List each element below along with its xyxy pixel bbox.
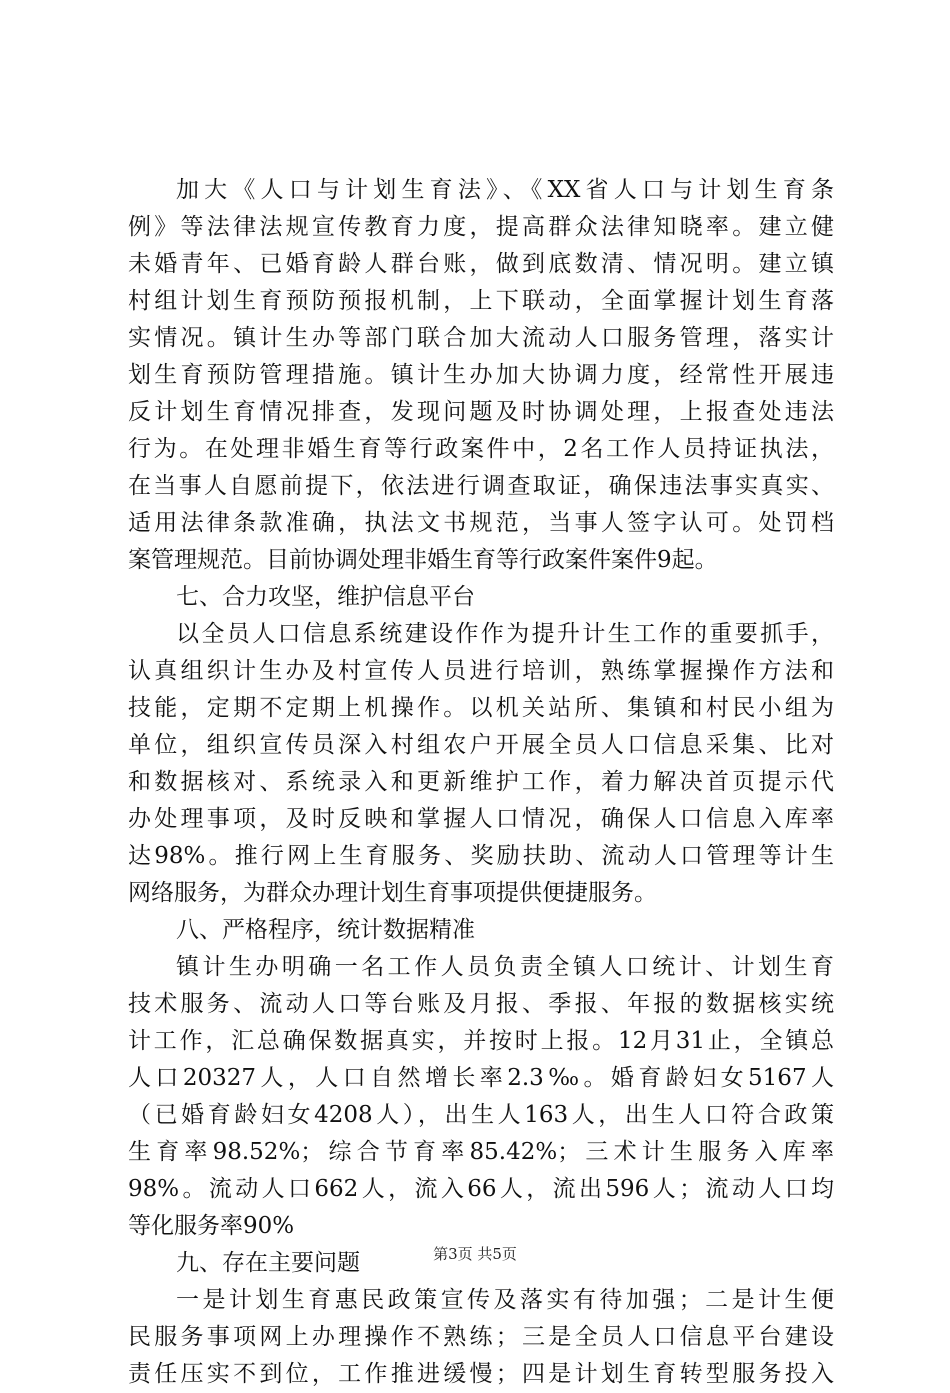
paragraph-line: 在当事人自愿前提下，依法进行调查取证，确保违法事实真实、 <box>128 473 834 499</box>
body-text <box>128 172 834 1393</box>
paragraph-line: 单位，组织宣传员深入村组农户开展全员人口信息采集、比对 <box>128 732 834 758</box>
paragraph-line: 等化服务率90% <box>128 1213 295 1239</box>
paragraph-line: 网络服务，为群众办理计划生育事项提供便捷服务。 <box>128 880 657 906</box>
paragraph-line: 生育率98.52%；综合节育率85.42%；三术计生服务入库率 <box>128 1139 834 1165</box>
paragraph-line: 98%。流动人口662人，流入66人，流出596人；流动人口均 <box>128 1176 834 1202</box>
paragraph-line: （已婚育龄妇女4208人），出生人163人，出生人口符合政策 <box>128 1102 834 1128</box>
paragraph-line: 技能，定期不定期上机操作。以机关站所、集镇和村民小组为 <box>128 695 834 721</box>
section-heading: 八、严格程序，统计数据精准 <box>176 917 475 943</box>
paragraph-line: 计工作，汇总确保数据真实，并按时上报。12月31止，全镇总 <box>128 1028 834 1054</box>
paragraph-line: 未婚青年、已婚育龄人群台账，做到底数清、情况明。建立镇 <box>128 251 834 277</box>
paragraph-line: 加大《人口与计划生育法》、《XX省人口与计划生育条 <box>176 177 834 203</box>
section-heading: 九、存在主要问题 <box>176 1250 360 1276</box>
paragraph-line: 和数据核对、系统录入和更新维护工作，着力解决首页提示代 <box>128 769 834 795</box>
paragraph-line: 例》等法律法规宣传教育力度，提高群众法律知晓率。建立健 <box>128 214 834 240</box>
paragraph-line: 技术服务、流动人口等台账及月报、季报、年报的数据核实统 <box>128 991 834 1017</box>
paragraph-line: 划生育预防管理措施。镇计生办加大协调力度，经常性开展违 <box>128 362 834 388</box>
paragraph-line: 认真组织计生办及村宣传人员进行培训，熟练掌握操作方法和 <box>128 658 834 684</box>
paragraph-line: 案管理规范。目前协调处理非婚生育等行政案件案件9起。 <box>128 547 718 573</box>
page-number: 第3页 共5页 <box>433 1245 517 1263</box>
paragraph-line: 适用法律条款准确，执法文书规范，当事人签字认可。处罚档 <box>128 510 834 536</box>
paragraph-line: 实情况。镇计生办等部门联合加大流动人口服务管理，落实计 <box>128 325 834 351</box>
paragraph-line: 人口20327人，人口自然增长率2.3‰。婚育龄妇女5167人 <box>128 1065 834 1091</box>
paragraph-line: 办处理事项，及时反映和掌握人口情况，确保人口信息入库率 <box>128 806 834 832</box>
paragraph-line: 村组计划生育预防预报机制，上下联动，全面掌握计划生育落 <box>128 288 834 314</box>
paragraph-line: 行为。在处理非婚生育等行政案件中，2名工作人员持证执法， <box>128 436 834 462</box>
section-heading: 七、合力攻坚，维护信息平台 <box>176 584 475 610</box>
paragraph-line: 反计划生育情况排查，发现问题及时协调处理，上报查处违法 <box>128 399 834 425</box>
paragraph-line: 责任压实不到位，工作推进缓慢；四是计划生育转型服务投入 <box>128 1361 834 1387</box>
paragraph-line: 达98%。推行网上生育服务、奖励扶助、流动人口管理等计生 <box>128 843 834 869</box>
paragraph-line: 以全员人口信息系统建设作作为提升计生工作的重要抓手， <box>176 621 834 647</box>
paragraph-line: 一是计划生育惠民政策宣传及落实有待加强；二是计生便 <box>176 1287 834 1313</box>
paragraph-line: 民服务事项网上办理操作不熟练；三是全员人口信息平台建设 <box>128 1324 834 1350</box>
paragraph-line: 镇计生办明确一名工作人员负责全镇人口统计、计划生育 <box>176 954 834 980</box>
